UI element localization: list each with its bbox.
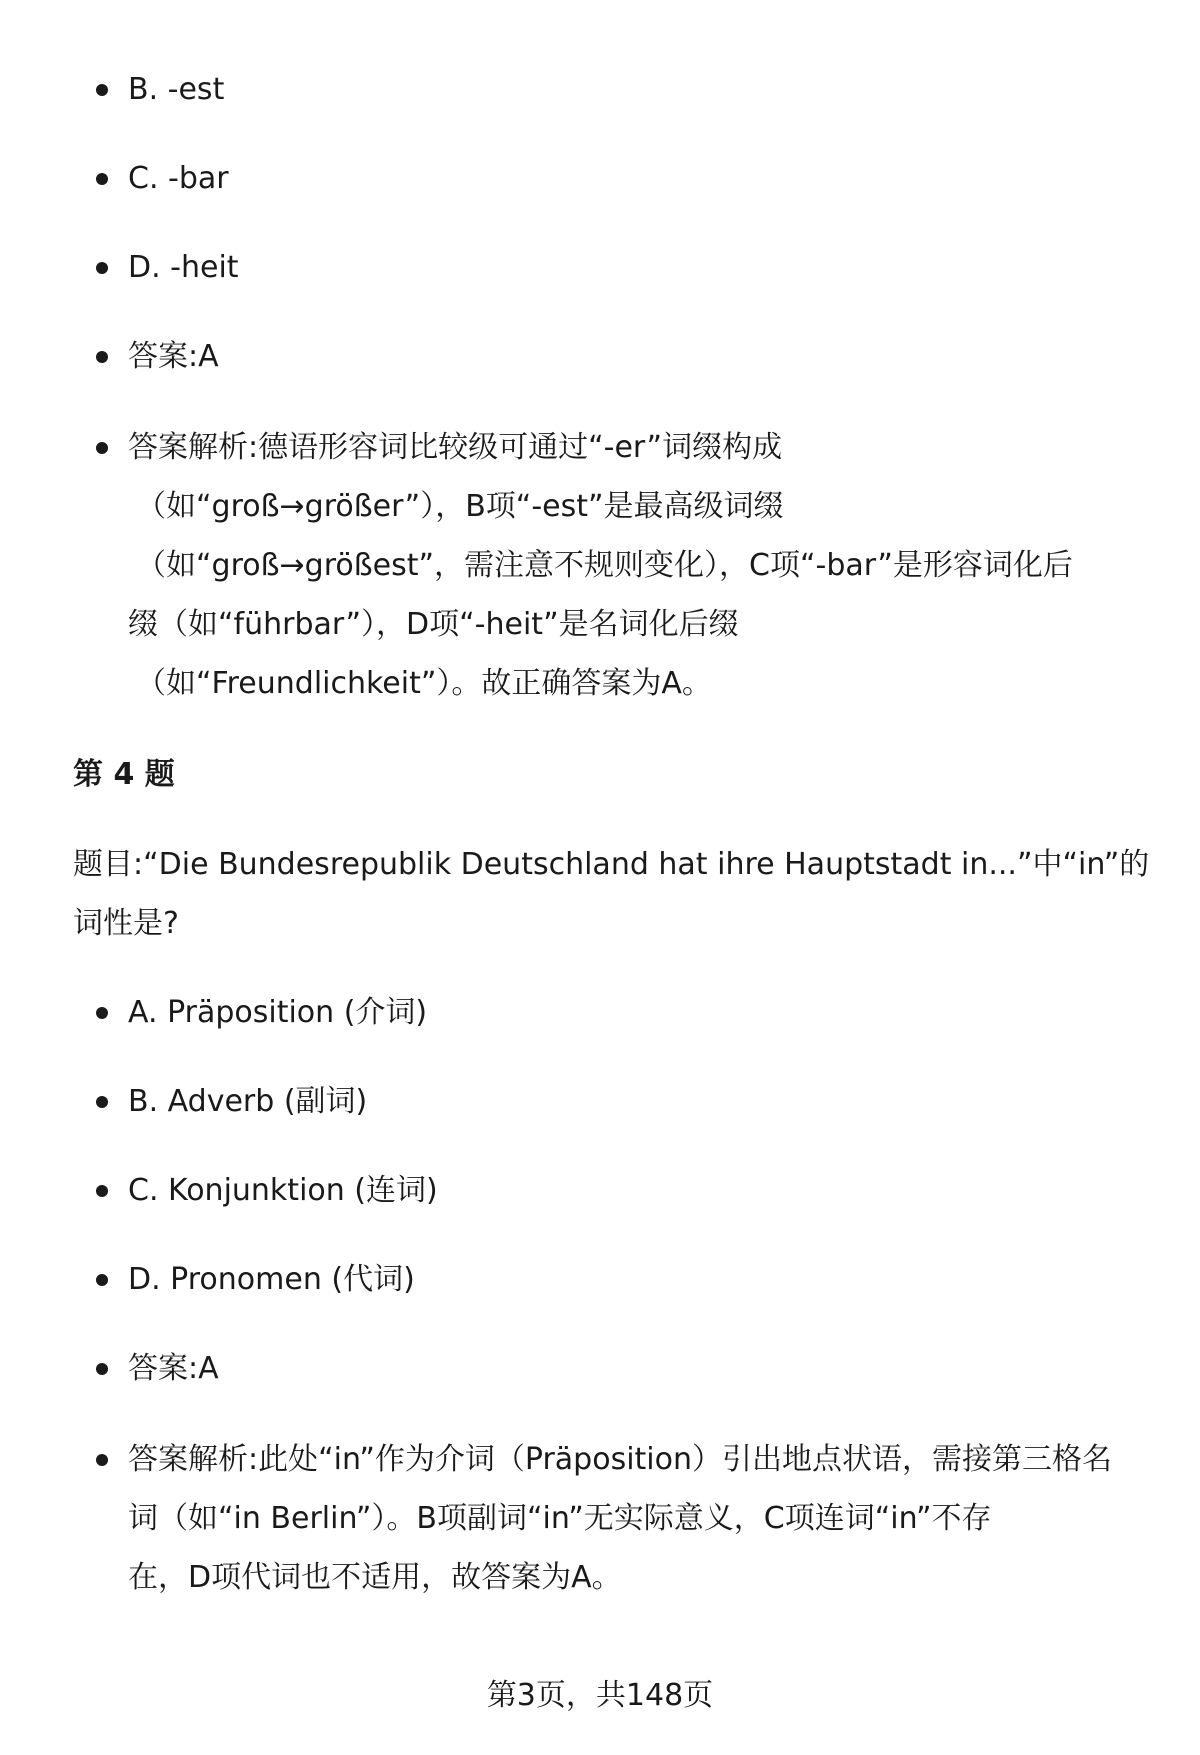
bullet-icon <box>96 1096 108 1108</box>
q3-explanation-line: （如“groß→größest”，需注意不规则变化），C项“-bar”是形容词化后 <box>136 548 1073 583</box>
q4-option-b-text: B. Adverb (副词) <box>128 1084 368 1119</box>
q3-option-c-text: C. -bar <box>128 161 229 196</box>
q3-option-b-text: B. -est <box>128 72 225 107</box>
q3-answer-text: 答案:A <box>128 339 219 374</box>
question-title: 第 4 题 <box>73 757 175 792</box>
q3-option-d <box>0 238 1200 297</box>
q4-explanation-line: 在，D项代词也不适用，故答案为A。 <box>128 1560 622 1595</box>
q3-explanation-line: 缀（如“führbar”），D项“-heit”是名词化后缀 <box>128 607 739 642</box>
bullet-icon <box>96 442 108 454</box>
bullet-icon <box>96 1007 108 1019</box>
bullet-icon <box>96 1363 108 1375</box>
bullet-icon <box>96 1185 108 1197</box>
q3-option-b <box>0 60 1200 119</box>
q3-explanation-line: 答案解析:德语形容词比较级可通过“-er”词缀构成 <box>128 430 783 465</box>
q3-option-c <box>0 149 1200 208</box>
bullet-icon <box>96 1454 108 1466</box>
bullet-icon <box>96 84 108 96</box>
bullet-icon <box>96 262 108 274</box>
q4-option-d <box>0 1250 1200 1309</box>
question-stem <box>73 835 1153 953</box>
page-number: 第3页，共148页 <box>486 1678 714 1713</box>
bullet-icon <box>96 351 108 363</box>
q4-option-d-text: D. Pronomen (代词) <box>128 1262 415 1297</box>
q4-answer-text: 答案:A <box>128 1351 219 1386</box>
q4-option-b <box>0 1072 1200 1131</box>
q3-explanation-line: （如“groß→größer”），B项“-est”是最高级词缀 <box>136 489 784 524</box>
bullet-icon <box>96 173 108 185</box>
q3-explanation <box>0 418 1200 713</box>
q4-explanation-line: 词（如“in Berlin”）。B项副词“in”无实际意义，C项连词“in”不存 <box>128 1501 992 1536</box>
q4-explanation-line: 答案解析:此处“in”作为介词（Präposition）引出地点状语，需接第三格名 <box>128 1442 1113 1477</box>
q3-explanation-line: （如“Freundlichkeit”）。故正确答案为A。 <box>136 666 712 701</box>
q4-option-a-text: A. Präposition (介词) <box>128 995 428 1030</box>
q4-option-c-text: C. Konjunktion (连词) <box>128 1173 438 1208</box>
question-stem-line: 词性是? <box>73 906 179 941</box>
q4-explanation <box>0 1430 1200 1607</box>
question-stem-line: 题目:“Die Bundesrepublik Deutschland hat ihre Hauptstadt in...”中“in”的 <box>73 847 1150 882</box>
q4-option-c <box>0 1161 1200 1220</box>
q3-option-d-text: D. -heit <box>128 250 239 285</box>
bullet-icon <box>96 1274 108 1286</box>
q3-options-list <box>0 60 1200 416</box>
q4-answer <box>0 1339 1200 1398</box>
q3-answer <box>0 327 1200 386</box>
q4-options-list <box>0 983 1200 1428</box>
q4-option-a <box>0 983 1200 1042</box>
